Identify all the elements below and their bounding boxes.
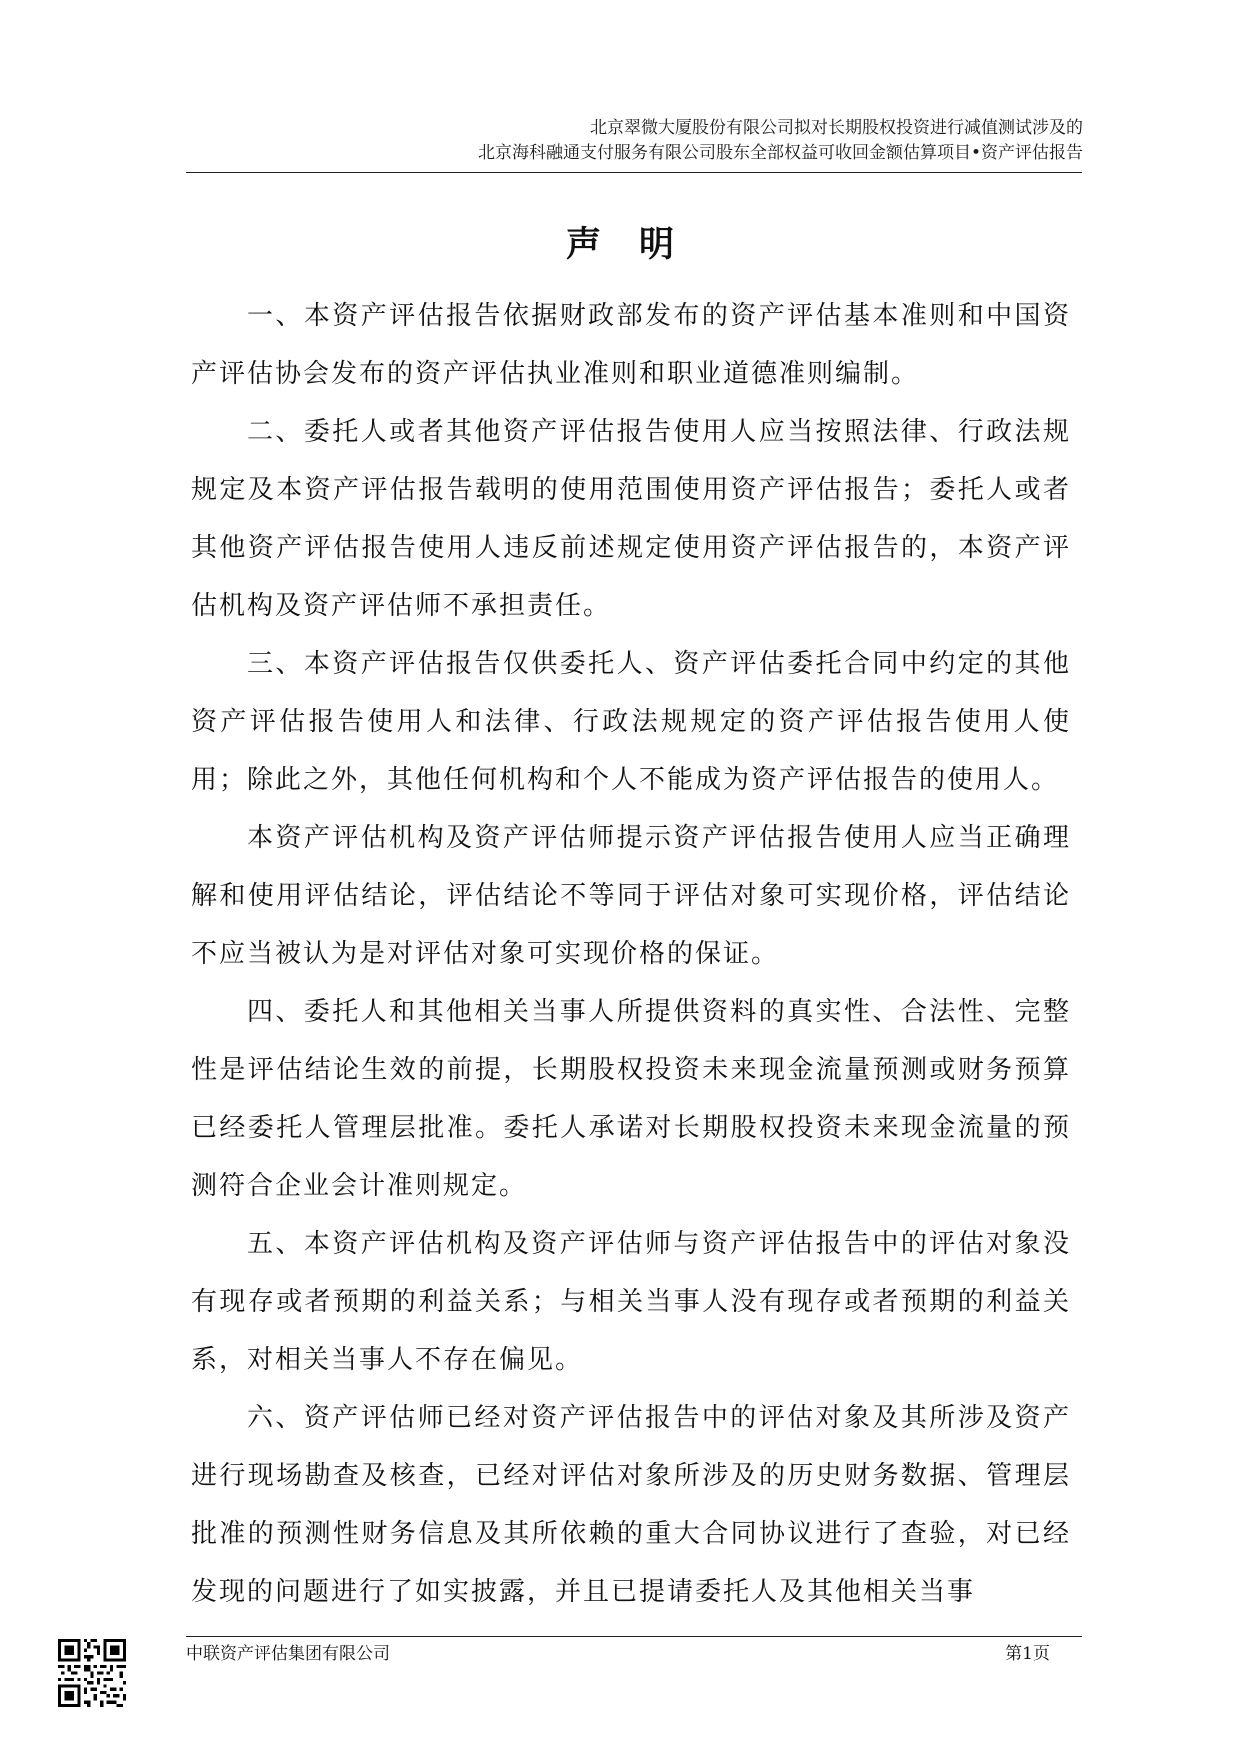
footer-company: 中联资产评估集团有限公司 xyxy=(186,1644,390,1664)
footer-divider xyxy=(186,1636,1082,1637)
paragraph-5: 四、委托人和其他相关当事人所提供资料的真实性、合法性、完整性是评估结论生效的前提，长期股权投资未来现金流量预测或财务预算已经委托人管理层批准。委托人承诺对长期股权投资未来现金流量的预测符合企业会计准则规定。 xyxy=(191,997,1071,1201)
header-line-2: 北京海科融通支付服务有限公司股东全部权益可收回金额估算项目•资产评估报告 xyxy=(477,143,1083,163)
paragraph-7: 六、资产评估师已经对资产评估报告中的评估对象及其所涉及资产进行现场勘查及核查，已经对评估对象所涉及的历史财务数据、管理层批准的预测性财务信息及其所依赖的重大合同协议进行了查验，对已经发现的问题进行了如实披露，并且已提请委托人及其他相关当事 xyxy=(191,1403,1071,1607)
paragraph-6: 五、本资产评估机构及资产评估师与资产评估报告中的评估对象没有现存或者预期的利益关系；与相关当事人没有现存或者预期的利益关系，对相关当事人不存在偏见。 xyxy=(191,1229,1071,1375)
qr-code-icon xyxy=(58,1639,126,1707)
paragraph-4: 本资产评估机构及资产评估师提示资产评估报告使用人应当正确理解和使用评估结论，评估结论不等同于评估对象可实现价格，评估结论不应当被认为是对评估对象可实现价格的保证。 xyxy=(191,823,1071,969)
paragraph-3: 三、本资产评估报告仅供委托人、资产评估委托合同中约定的其他资产评估报告使用人和法律、行政法规规定的资产评估报告使用人使用；除此之外，其他任何机构和个人不能成为资产评估报告的使用人。 xyxy=(191,649,1071,795)
header-divider xyxy=(186,172,1082,173)
page-title: 声明 xyxy=(565,225,712,265)
page-header xyxy=(183,116,1083,166)
declaration-body xyxy=(191,287,1071,1621)
paragraph-2: 二、委托人或者其他资产评估报告使用人应当按照法律、行政法规规定及本资产评估报告载明的使用范围使用资产评估报告；委托人或者其他资产评估报告使用人违反前述规定使用资产评估报告的，本资产评估机构及资产评估师不承担责任。 xyxy=(191,417,1071,621)
footer-page-number: 第1页 xyxy=(1005,1644,1050,1664)
paragraph-1: 一、本资产评估报告依据财政部发布的资产评估基本准则和中国资产评估协会发布的资产评估执业准则和职业道德准则编制。 xyxy=(191,301,1071,389)
header-line-1: 北京翠微大厦股份有限公司拟对长期股权投资进行减值测试涉及的 xyxy=(590,118,1083,138)
